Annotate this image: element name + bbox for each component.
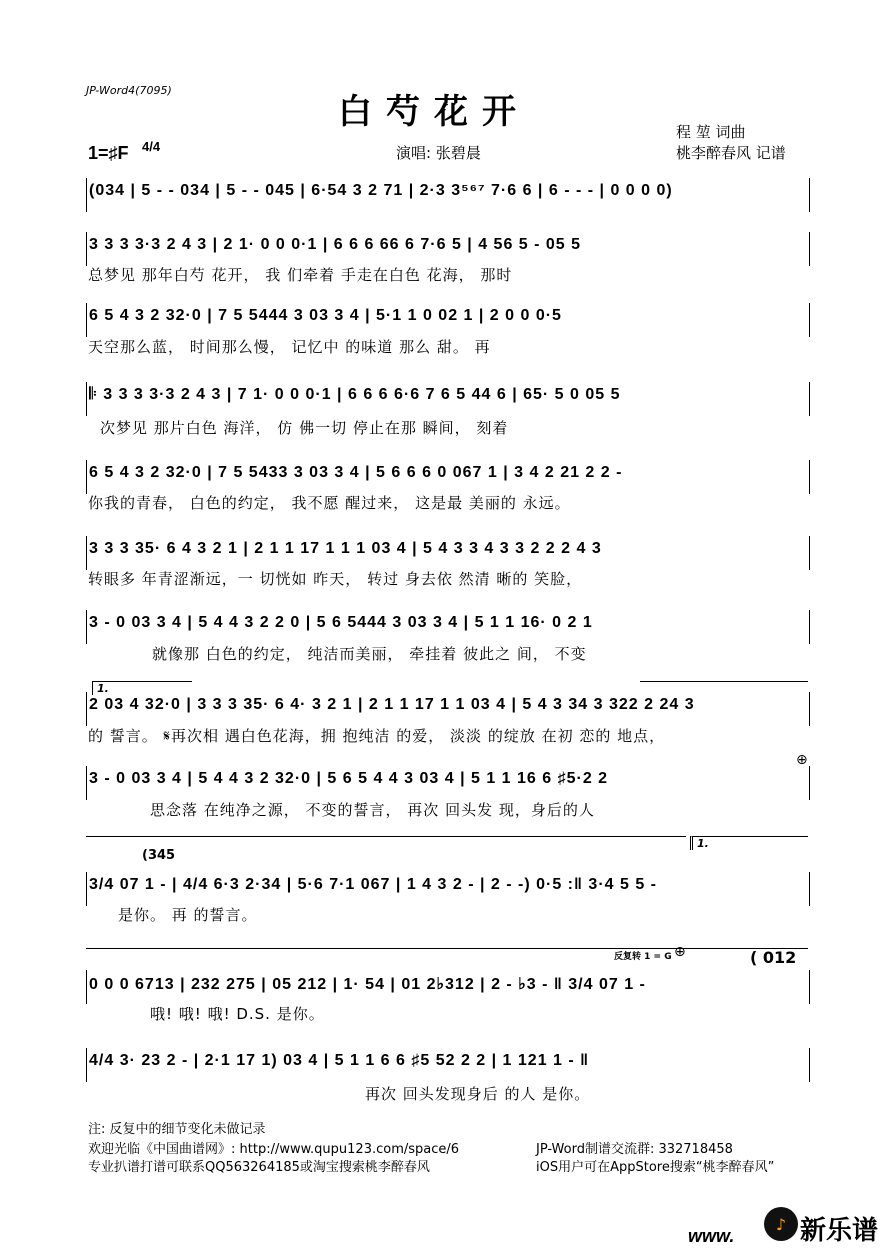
score-row-1 (86, 178, 810, 212)
transpose-note: 反复转 1 = G (614, 952, 672, 962)
lyrics-line: 思念落 在纯净之源， 不变的誓言， 再次 回头发 现，身后的人 (150, 801, 595, 819)
notation: 3/4 07 1 - | 4/4 6·3 2·34 | 5·6 7·1 067 | 1 4 3 2 - | 2 - -) 0·5 :‖ 3·4 5 5 - (89, 876, 657, 893)
score-row-12 (86, 1048, 810, 1082)
coda-icon: ⊕ (796, 752, 808, 768)
music-note-icon: ♪ (764, 1207, 798, 1241)
lyrics-line: 再次 回头发现身后 的人 是你。 (365, 1085, 591, 1103)
time-signature: 4/4 (142, 139, 161, 154)
lyrics-line: 的 誓言。 𝄋再次相 遇白色花海，拥 抱纯洁 的爱， 淡淡 的绽放 在初 恋的 地点， (88, 727, 666, 745)
lyricist-composer: 程 堃 词曲 (676, 123, 746, 141)
software-version: JP-Word4(7095) (86, 84, 172, 97)
score-row-2 (86, 232, 810, 266)
notation: 6 5 4 3 2 32·0 | 7 5 5433 3 03 3 4 | 5 6 6 6 0 067 1 | 3 4 2 21 2 2 - (89, 464, 623, 481)
notation: 3 3 3 3·3 2 4 3 | 2 1· 0 0 0·1 | 6 6 6 66 6 7·6 5 | 4 56 5 - 05 5 (89, 236, 582, 253)
volta-line (640, 681, 808, 682)
lyrics-line: 天空那么蓝， 时间那么慢， 记忆中 的味道 那么 甜。 再 (88, 338, 491, 356)
notation: 3 3 3 35· 6 4 3 2 1 | 2 1 1 17 1 1 1 03 4 | 5 4 3 3 4 3 3 2 2 2 4 3 (89, 540, 602, 557)
footer-contact: 专业扒谱打谱可联系QQ563264185或淘宝搜索桃李醉春风 (88, 1160, 430, 1175)
lyrics-line: 就像那 白色的约定， 纯洁而美丽， 牵挂着 彼此之 间， 不变 (152, 645, 587, 663)
intro-open: ( 012 (750, 948, 797, 967)
singer: 演唱: 张碧晨 (396, 144, 481, 162)
footer-welcome: 欢迎光临《中国曲谱网》: http://www.qupu123.com/space/6 (88, 1142, 460, 1157)
score-row-11 (86, 970, 810, 1004)
notation: 3 - 0 03 3 4 | 5 4 4 3 2 2 0 | 5 6 5444 3 03 3 4 | 5 1 1 16· 0 2 1 (89, 614, 593, 631)
transcriber: 桃李醉春风 记谱 (676, 144, 786, 162)
grace-group: (345 (142, 848, 176, 863)
lyrics-line: 是你。 再 的誓言。 (118, 906, 258, 924)
footer-note: 注: 反复中的细节变化未做记录 (88, 1122, 266, 1137)
lyrics-line: 哦! 哦! 哦! D.S. 是你。 (150, 1005, 325, 1023)
lyrics-line: 你我的青春， 白色的约定， 我不愿 醒过来， 这是最 美丽的 永远。 (88, 494, 571, 512)
score-row-8 (86, 692, 810, 726)
footer-ios: iOS用户可在AppStore搜索“桃李醉春风” (536, 1160, 775, 1175)
footer-qq-group: JP-Word制谱交流群: 332718458 (536, 1142, 733, 1157)
notation: 6 5 4 3 2 32·0 | 7 5 5444 3 03 3 4 | 5·1 1 0 02 1 | 2 0 0 0·5 (89, 307, 562, 324)
score-row-7 (86, 610, 810, 644)
score-row-9 (86, 766, 810, 800)
section-line (86, 836, 686, 837)
notation: 0 0 0 6713 | 232 275 | 05 212 | 1· 54 | 01 2♭312 | 2 - ♭3 - ‖ 3/4 07 1 - (89, 976, 646, 993)
score-row-4 (86, 382, 810, 416)
score-row-6 (86, 536, 810, 570)
volta-bracket: 1. (690, 836, 808, 850)
score-row-5 (86, 460, 810, 494)
lyrics-line: 总梦见 那年白芍 花开， 我 们牵着 手走在白色 花海， 那时 (88, 266, 513, 284)
notation: 𝄆 3 3 3 3·3 2 4 3 | 7 1· 0 0 0·1 | 6 6 6 6·6 7 6 5 44 6 | 65· 5 0 05 5 (89, 386, 621, 403)
logo-www: www. (688, 1226, 735, 1246)
section-line (86, 948, 808, 949)
coda-icon: ⊕ (674, 944, 686, 960)
notation: 2 03 4 32·0 | 3 3 3 35· 6 4· 3 2 1 | 2 1 1 17 1 1 03 4 | 5 4 3 34 3 322 2 24 3 (89, 696, 695, 713)
logo-brand: 新乐谱 (800, 1216, 879, 1246)
score-row-3 (86, 303, 810, 337)
notation: 3 - 0 03 3 4 | 5 4 4 3 2 32·0 | 5 6 5 4 4 3 03 4 | 5 1 1 16 6 ♯5·2 2 (89, 770, 609, 787)
song-title: 白芍花开 (338, 92, 530, 132)
lyrics-line: 转眼多 年青涩渐远，一 切恍如 昨天， 转过 身去依 然清 晰的 笑脸， (88, 570, 583, 588)
score-row-10 (86, 872, 810, 906)
notation: (034 | 5 - - 034 | 5 - - 045 | 6·54 3 2 71 | 2·3 3⁵⁶⁷ 7·6 6 | 6 - - - | 0 0 0 0) (89, 182, 673, 199)
notation: 4/4 3· 23 2 - | 2·1 17 1) 03 4 | 5 1 1 6 6 ♯5 52 2 2 | 1 121 1 - ‖ (89, 1052, 590, 1069)
lyrics-line: 次梦见 那片白色 海洋， 仿 佛一切 停止在那 瞬间， 刻着 (100, 419, 509, 437)
key-signature: 1=♯F (88, 143, 129, 163)
volta-bracket: 1. (92, 681, 192, 695)
